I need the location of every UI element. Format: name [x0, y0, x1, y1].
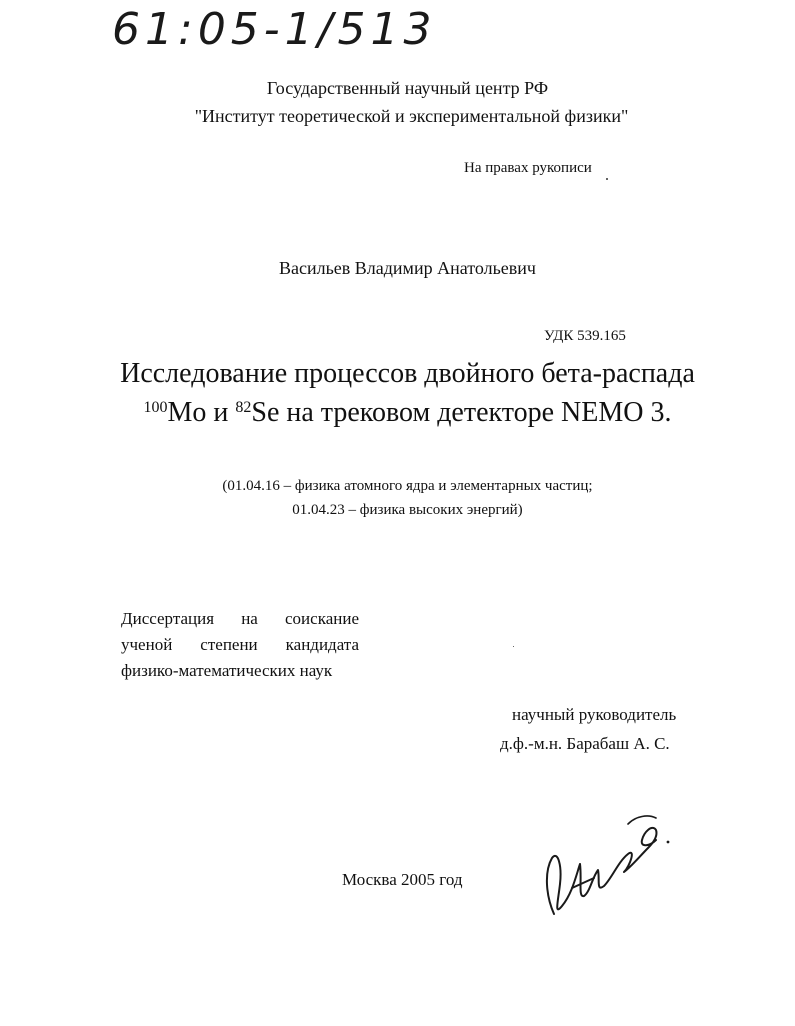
- scan-speck: [606, 178, 608, 180]
- isotope2-rest: Se на трековом детекторе NEMO 3.: [251, 397, 672, 428]
- specialty-line2: 01.04.23 – физика высоких энергий): [292, 502, 523, 518]
- thesis-title-line2: [10, 397, 795, 429]
- thesis-title-line1: Исследование процессов двойного бета-распада: [120, 358, 695, 389]
- isotope1-mass-number: 100: [143, 399, 168, 416]
- archive-code-handwritten: 61:05-1/513: [112, 4, 437, 55]
- degree-field: физико-математических наук: [121, 661, 333, 680]
- degree-word: на: [241, 609, 258, 628]
- handwritten-signature: [532, 806, 692, 926]
- city-year: Москва 2005 год: [342, 870, 463, 889]
- degree-line3: [121, 658, 359, 684]
- degree-line2: [121, 632, 359, 658]
- degree-word: соискание: [285, 609, 359, 628]
- supervisor-label: научный руководитель: [512, 705, 677, 724]
- degree-word: кандидата: [285, 635, 359, 654]
- isotope1-symbol: Mo и: [167, 397, 236, 428]
- specialty-line1: (01.04.16 – физика атомного ядра и элементарных частиц;: [222, 478, 593, 494]
- supervisor-name: д.ф.-м.н. Барабаш А. С.: [500, 734, 670, 753]
- degree-word: степени: [200, 635, 258, 654]
- udk-code: УДК 539.165: [544, 328, 626, 344]
- organization-name: Государственный научный центр РФ: [266, 78, 549, 98]
- scan-speck: [513, 646, 514, 647]
- degree-word: Диссертация: [121, 609, 215, 628]
- degree-word: ученой: [121, 635, 173, 654]
- isotope2-mass-number: 82: [235, 399, 252, 416]
- degree-line1: [121, 606, 359, 632]
- manuscript-rights-note: На правах рукописи: [464, 160, 592, 176]
- degree-statement: [121, 606, 359, 684]
- author-name: Васильев Владимир Анатольевич: [278, 258, 536, 278]
- institute-name: "Институт теоретической и экспериментальной физики": [194, 106, 629, 126]
